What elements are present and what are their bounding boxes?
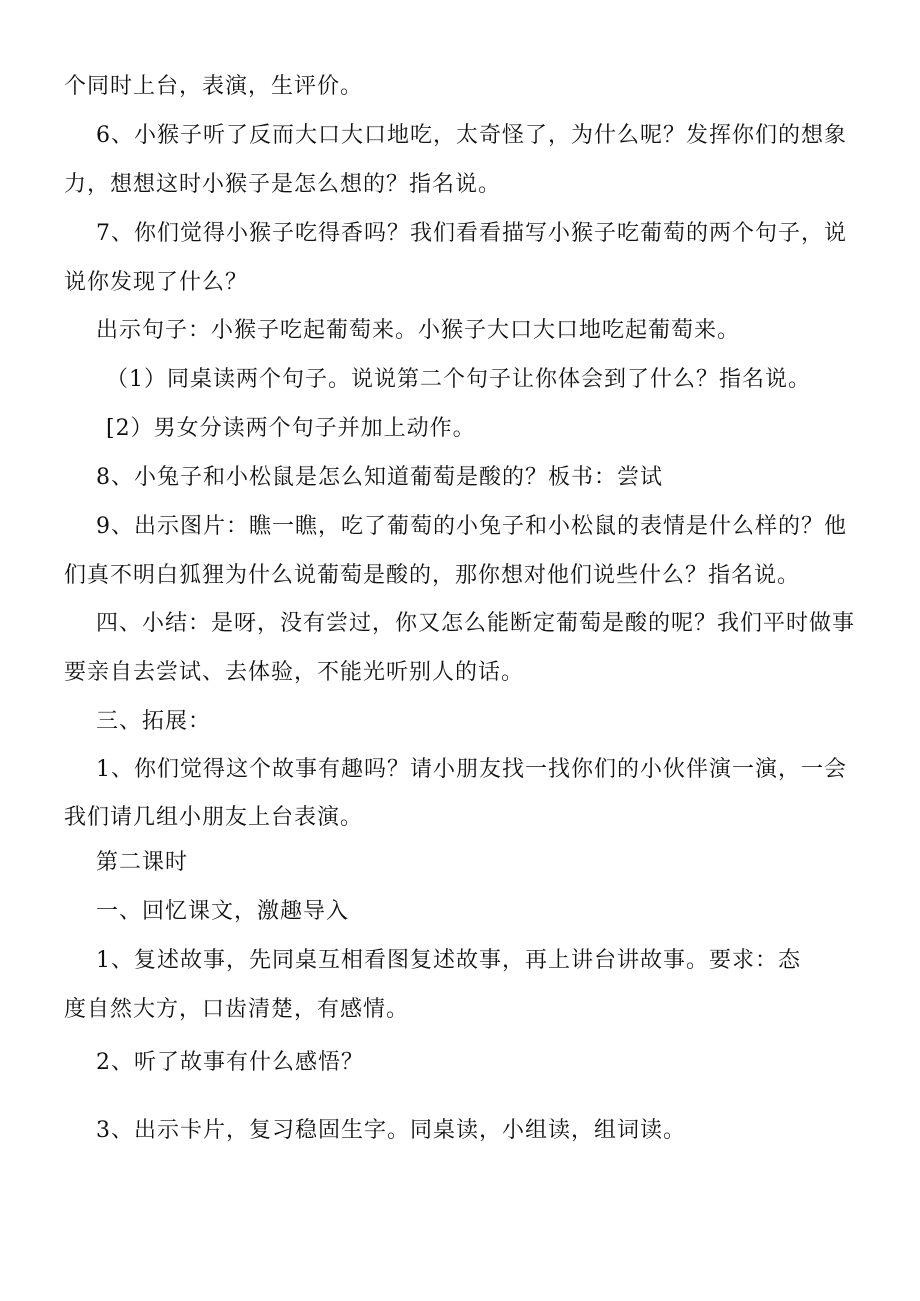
text-line: 要亲自去尝试、去体验，不能光听别人的话。 — [64, 660, 525, 685]
text-line: 出示句子：小猴子吃起葡萄来。小猴子大口大口地吃起葡萄来。 — [96, 318, 741, 343]
text-line: 我们请几组小朋友上台表演。 — [64, 805, 364, 830]
text-line: 1、复述故事，先同桌互相看图复述故事，再上讲台讲故事。要求：态 — [96, 948, 801, 973]
text-line: 个同时上台，表演，生评价。 — [64, 74, 364, 99]
text-line: 8、小兔子和小松鼠是怎么知道葡萄是酸的？板书：尝试 — [96, 465, 663, 490]
text-line: 2、听了故事有什么感悟？ — [96, 1050, 364, 1075]
text-line: [2）男女分读两个句子并加上动作。 — [106, 416, 476, 441]
text-line: 6、小猴子听了反而大口大口地吃，太奇怪了，为什么呢？发挥你们的想象 — [96, 123, 847, 148]
text-line: 3、出示卡片，复习稳固生字。同桌读，小组读，组词读。 — [96, 1118, 686, 1143]
text-line: （1）同桌读两个句子。说说第二个句子让你体会到了什么？指名说。 — [106, 367, 811, 392]
text-line: 力，想想这时小猴子是怎么想的？指名说。 — [64, 172, 502, 197]
text-line: 三、拓展： — [96, 709, 212, 734]
text-line: 度自然大方，口齿清楚，有感情。 — [64, 997, 410, 1022]
text-line: 说你发现了什么？ — [64, 270, 249, 295]
section-heading: 第二课时 — [96, 850, 189, 875]
text-line: 们真不明白狐狸为什么说葡萄是酸的，那你想对他们说些什么？指名说。 — [64, 563, 801, 588]
text-line: 1、你们觉得这个故事有趣吗？请小朋友找一找你们的小伙伴演一演，一会 — [96, 757, 847, 782]
text-line: 9、出示图片：瞧一瞧，吃了葡萄的小兔子和小松鼠的表情是什么样的？他 — [96, 514, 847, 539]
text-line: 四、小结：是呀，没有尝过，你又怎么能断定葡萄是酸的呢？我们平时做事 — [96, 611, 856, 636]
text-line: 一、回忆课文，激趣导入 — [96, 899, 350, 924]
text-line: 7、你们觉得小猴子吃得香吗？我们看看描写小猴子吃葡萄的两个句子，说 — [96, 221, 847, 246]
